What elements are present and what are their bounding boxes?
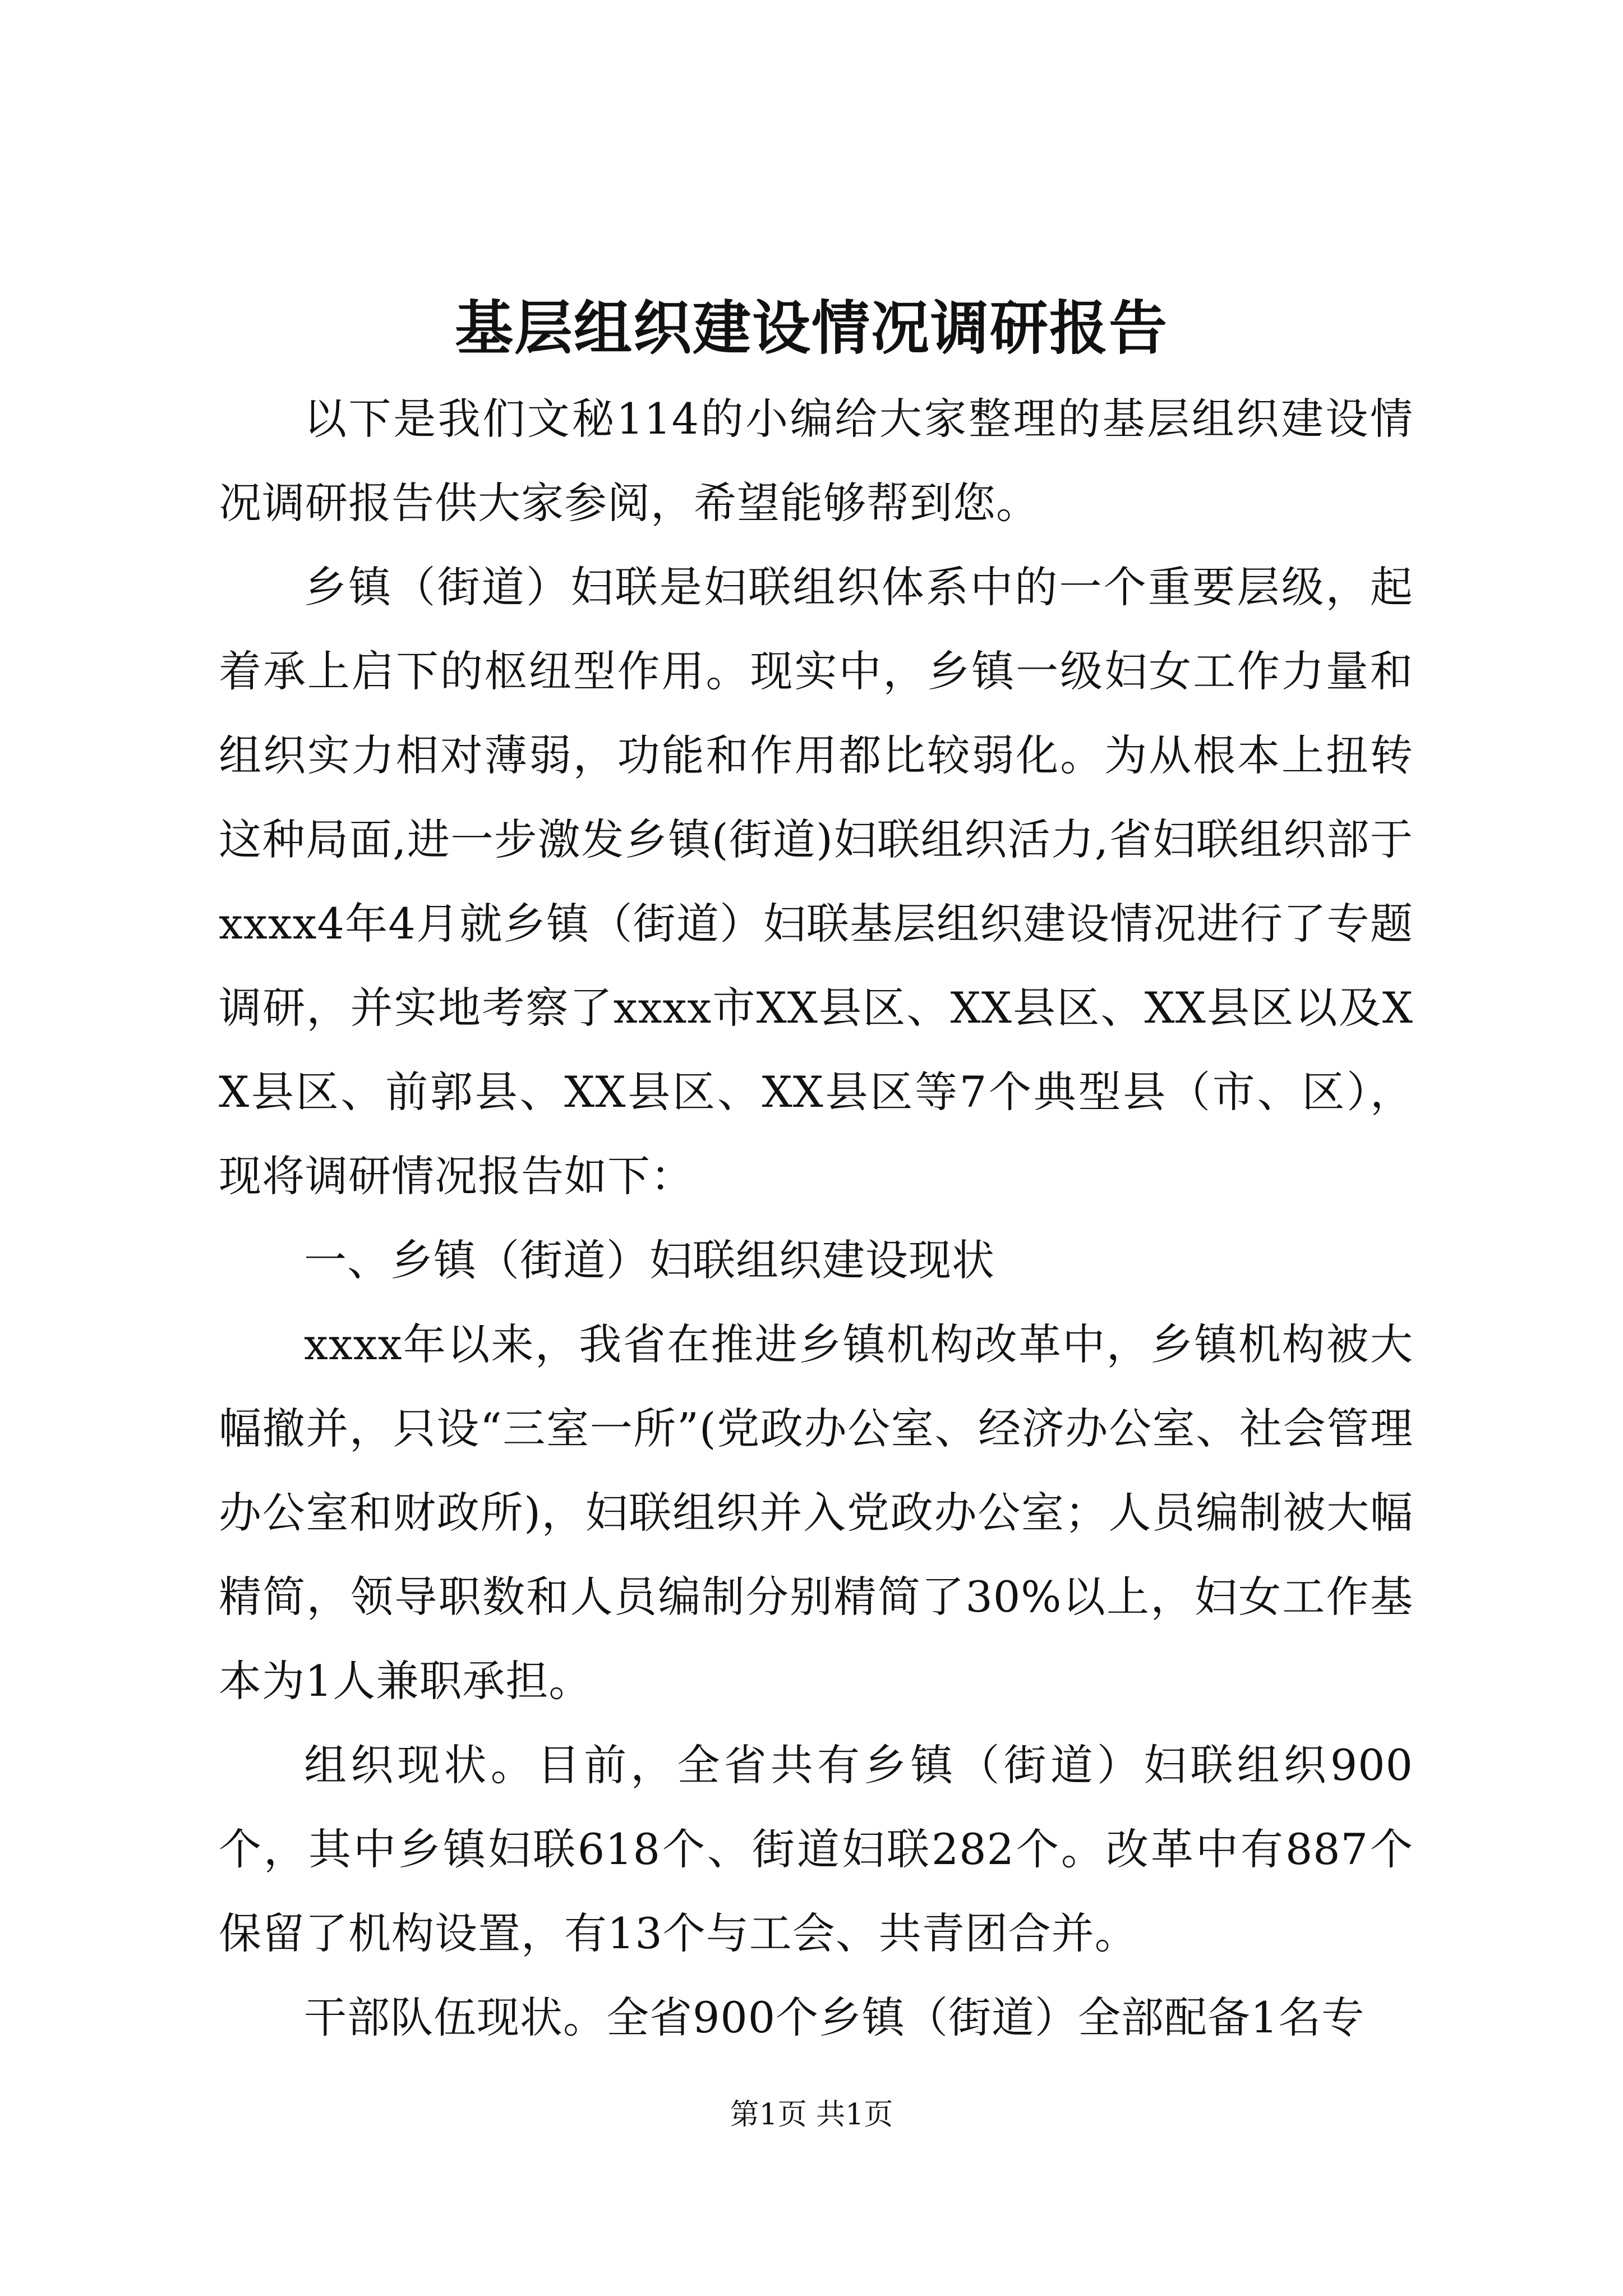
document-title: 基层组织建设情况调研报告	[454, 293, 1168, 362]
section-heading-1: 一、乡镇（街道）妇联组织建设现状	[304, 1235, 995, 1285]
document-body	[219, 377, 1413, 2060]
page-footer: 第1页 共1页	[730, 2098, 893, 2132]
paragraph-cadre-status: 干部队伍现状。全省900个乡镇（街道）全部配备1名专	[304, 1993, 1365, 2042]
paragraph-background: 乡镇（街道）妇联是妇联组织体系中的一个重要层级，起着承上启下的枢纽型作用。现实中，乡镇一级妇女工作力量和组织实力相对薄弱，功能和作用都比较弱化。为从根本上扭转这种局面,进一步激发乡镇(街道)妇联组织活力,省妇联组织部于xxxx4年4月就乡镇（街道）妇联基层组织建设情况进行了专题调研，并实地考察了xxxx市XX县区、XX县区、XX县区以及XX县区、前郭县、XX县区、XX县区等7个典型县（市、区），现将调研情况报告如下：	[219, 562, 1413, 1201]
paragraph-organization-status: 组织现状。目前，全省共有乡镇（街道）妇联组织900个，其中乡镇妇联618个、街道妇联282个。改革中有887个保留了机构设置，有13个与工会、共青团合并。	[219, 1740, 1413, 1958]
paragraph-intro: 以下是我们文秘114的小编给大家整理的基层组织建设情况调研报告供大家参阅，希望能够帮到您。	[219, 394, 1413, 528]
paragraph-reform: xxxx年以来，我省在推进乡镇机构改革中，乡镇机构被大幅撤并，只设“三室一所”(党政办公室、经济办公室、社会管理办公室和财政所)，妇联组织并入党政办公室；人员编制被大幅精简，领导职数和人员编制分别精简了30%以上，妇女工作基本为1人兼职承担。	[219, 1319, 1413, 1706]
